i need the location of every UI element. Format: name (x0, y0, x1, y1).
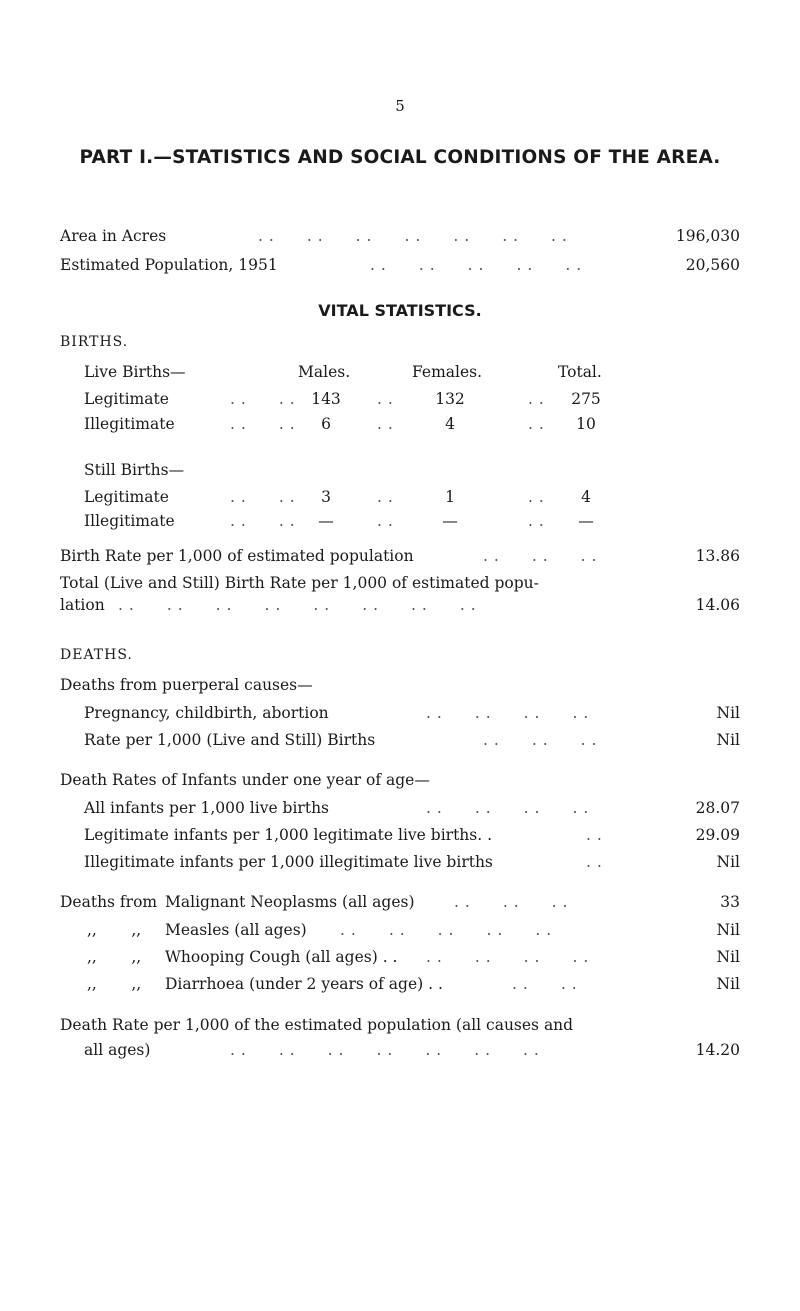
leader-dots: . . (377, 390, 394, 408)
cause-row-value: Nil (716, 921, 740, 939)
birth-rate-label: Birth Rate per 1,000 of estimated population (60, 547, 414, 565)
cause-row-prefix: ,, ,, (87, 975, 142, 993)
leader-dots: . . . . . . . . . . . . . . . . (118, 596, 477, 614)
leader-dots: . . . . . . . . (426, 948, 589, 966)
cause-row-prefix: ,, ,, (87, 948, 142, 966)
leader-dots: . . . . . . . . . . . . . . (230, 1041, 540, 1059)
still-legitimate-label: Legitimate (84, 488, 169, 506)
infant-row-value: 29.09 (695, 826, 740, 844)
infant-row-value: 28.07 (695, 799, 740, 817)
puerperal-row-label: Pregnancy, childbirth, abortion (84, 704, 329, 722)
population-value: 20,560 (685, 256, 740, 274)
still-legitimate-females: 1 (445, 488, 455, 506)
leader-dots: . . (586, 826, 603, 844)
cause-row-label: Malignant Neoplasms (all ages) (165, 893, 415, 911)
col-males-header: Males. (298, 363, 351, 381)
leader-dots: . . (377, 488, 394, 506)
leader-dots: . . . . (230, 415, 296, 433)
live-legitimate-total: 275 (571, 390, 601, 408)
leader-dots: . . (586, 853, 603, 871)
live-illegitimate-total: 10 (576, 415, 596, 433)
leader-dots: . . (528, 512, 545, 530)
area-label: Area in Acres (60, 227, 167, 245)
leader-dots: . . . . . . . . . . (370, 256, 582, 274)
live-illegitimate-label: Illegitimate (84, 415, 175, 433)
births-heading: BIRTHS. (60, 334, 129, 350)
leader-dots: . . . . . . . . (426, 704, 589, 722)
cause-row-label: Whooping Cough (all ages) . . (165, 948, 398, 966)
leader-dots: . . . . (230, 390, 296, 408)
infant-row-label: Illegitimate infants per 1,000 illegitimate live births (84, 853, 493, 871)
leader-dots: . . (528, 390, 545, 408)
leader-dots: . . . . (230, 488, 296, 506)
infant-heading: Death Rates of Infants under one year of age— (60, 771, 430, 789)
leader-dots: . . . . . . . . . . (340, 921, 552, 939)
infant-row-label: All infants per 1,000 live births (84, 799, 330, 817)
still-legitimate-males: 3 (321, 488, 331, 506)
leader-dots: . . . . (230, 512, 296, 530)
live-legitimate-label: Legitimate (84, 390, 169, 408)
still-births-label: Still Births— (84, 461, 185, 479)
still-illegitimate-label: Illegitimate (84, 512, 175, 530)
puerperal-heading: Deaths from puerperal causes— (60, 676, 313, 694)
live-legitimate-males: 143 (311, 390, 341, 408)
cause-row-value: Nil (716, 948, 740, 966)
cause-row-prefix: Deaths from (60, 893, 158, 911)
area-value: 196,030 (675, 227, 740, 245)
infant-row-label: Legitimate infants per 1,000 legitimate live births. . (84, 826, 493, 844)
col-females-header: Females. (412, 363, 483, 381)
total-birth-rate-value: 14.06 (695, 596, 740, 614)
leader-dots: . . . . (512, 975, 578, 993)
leader-dots: . . (528, 488, 545, 506)
total-birth-rate-label-line2: lation (60, 596, 105, 614)
leader-dots: . . . . . . . . . . . . . . (258, 227, 568, 245)
population-label: Estimated Population, 1951 (60, 256, 278, 274)
overall-death-rate-value: 14.20 (695, 1041, 740, 1059)
leader-dots: . . . . . . . . (426, 799, 589, 817)
deaths-heading: DEATHS. (60, 647, 133, 663)
still-illegitimate-total: — (578, 512, 594, 530)
page-title: PART I.—STATISTICS AND SOCIAL CONDITIONS OF THE AREA. (79, 147, 721, 168)
live-births-label: Live Births— (84, 363, 186, 381)
vital-statistics-heading: VITAL STATISTICS. (318, 301, 482, 320)
live-illegitimate-females: 4 (445, 415, 455, 433)
leader-dots: . . . . . . (483, 547, 597, 565)
page-number: 5 (395, 97, 405, 115)
leader-dots: . . (377, 512, 394, 530)
puerperal-row-label: Rate per 1,000 (Live and Still) Births (84, 731, 376, 749)
overall-death-rate-label-line1: Death Rate per 1,000 of the estimated population (all causes and (60, 1016, 574, 1034)
cause-row-prefix: ,, ,, (87, 921, 142, 939)
still-illegitimate-females: — (442, 512, 458, 530)
still-legitimate-total: 4 (581, 488, 591, 506)
cause-row-value: 33 (720, 893, 740, 911)
birth-rate-value: 13.86 (695, 547, 740, 565)
total-birth-rate-label-line1: Total (Live and Still) Birth Rate per 1,000 of estimated popu- (60, 574, 539, 592)
overall-death-rate-label-line2: all ages) (84, 1041, 151, 1059)
cause-row-label: Measles (all ages) (165, 921, 307, 939)
live-legitimate-females: 132 (435, 390, 465, 408)
infant-row-value: Nil (716, 853, 740, 871)
cause-row-label: Diarrhoea (under 2 years of age) . . (165, 975, 443, 993)
leader-dots: . . . . . . (483, 731, 597, 749)
cause-row-value: Nil (716, 975, 740, 993)
puerperal-row-value: Nil (716, 704, 740, 722)
puerperal-row-value: Nil (716, 731, 740, 749)
live-illegitimate-males: 6 (321, 415, 331, 433)
still-illegitimate-males: — (318, 512, 334, 530)
leader-dots: . . (377, 415, 394, 433)
leader-dots: . . . . . . (454, 893, 568, 911)
col-total-header: Total. (558, 363, 602, 381)
leader-dots: . . (528, 415, 545, 433)
